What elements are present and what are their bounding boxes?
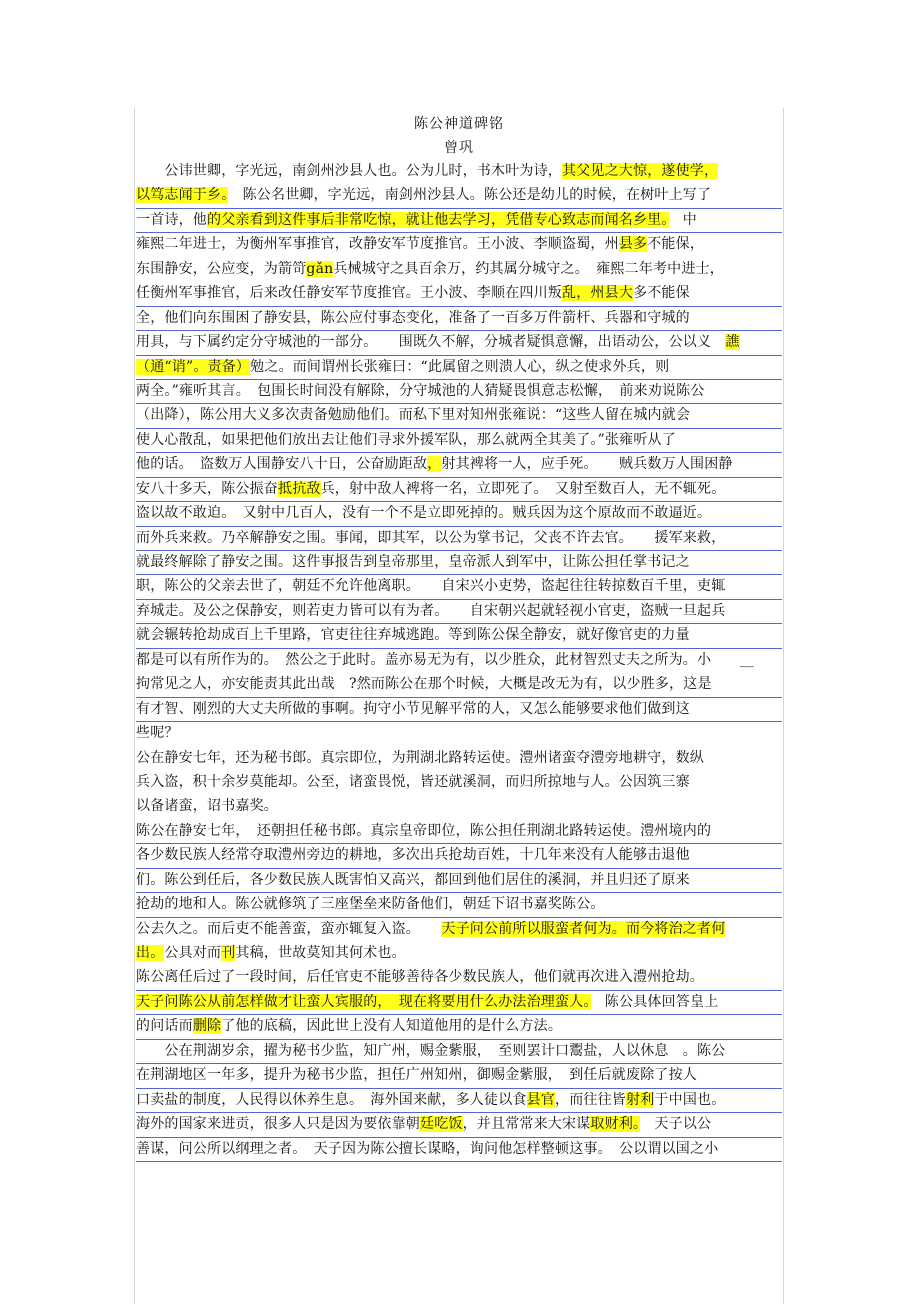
- highlighted-text: gǎn: [306, 260, 334, 277]
- text-segment: 有才智、刚烈的大丈夫所做的事啊。拘守小节见解平常的人，又怎么能够要求他们做到这: [136, 700, 690, 717]
- text-segment: 公在静安七年，还为秘书郎。真宗即位，为荆湖北路转运使。澧州诸蛮夺澧旁地耕守，数纵: [136, 749, 704, 766]
- text-segment: （出降），陈公用大义多次责备勉励他们。而私下里对知州张雍说：“这些人留在城内就会: [136, 407, 691, 424]
- text-segment: 弃城走。及公之保静安，则若吏力皆可以有为者。 自宋朝兴起就轻视小官吏，盗贼一旦起兵: [136, 602, 726, 619]
- text-segment: 任衡州军事推官，后来改任静安军节度推官。王小波、李顺在四川叛: [136, 285, 562, 302]
- text-segment: 善谋，问公所以纲理之者。 天子因为陈公擅长谋略，询问他怎样整顿这事。 公以谓以国之小: [136, 1140, 719, 1157]
- translation-line: [136, 624, 782, 648]
- text-segment: 他的话。 盗数万人围静安八十日，公奋励距敌: [136, 456, 428, 473]
- translation-line: [136, 1113, 782, 1137]
- highlighted-text: 以笃志闻于乡。: [136, 187, 229, 204]
- text-segment: ，而往往皆: [555, 1091, 627, 1108]
- text-segment: 公讳世卿，字光远，南剑州沙县人也。公为儿时，书木叶为诗，: [136, 163, 562, 179]
- translation-line: [136, 380, 782, 404]
- text-segment: 雍熙二年进士，为衡州军事推官，改静安军节度推官。王小波、李顺盗蜀，州: [136, 236, 619, 253]
- text-line: [136, 233, 782, 257]
- highlighted-text: 删除: [192, 1018, 222, 1035]
- translation-line: [136, 527, 782, 551]
- translation-line: [136, 429, 782, 453]
- document-author: 曾巩: [444, 140, 474, 156]
- translation-line: [136, 966, 782, 990]
- text-line: [136, 918, 782, 942]
- text-segment: 的问话而: [136, 1018, 193, 1035]
- highlighted-text: （通“诮”。责备）: [136, 358, 251, 375]
- text-segment: 陈公在静安七年， 还朝担任秘书郎。真宗皇帝即位，陈公担任荆湖北路转运使。澧州境内的: [136, 822, 712, 839]
- text-segment: 不能保，: [647, 236, 705, 253]
- text-segment: 多不能保: [633, 285, 690, 302]
- highlighted-text: 射利: [626, 1091, 655, 1108]
- text-segment: 以备诸蛮，诏书嘉奖。: [136, 798, 278, 815]
- highlighted-text: 取财利。: [590, 1116, 641, 1133]
- text-segment: 东围静安，公应变，为箭笴: [136, 260, 307, 277]
- text-segment: 陈公具体回答皇上: [590, 993, 719, 1010]
- translation-line: [136, 404, 782, 428]
- translation-line: [136, 698, 782, 722]
- text-segment: 公具对而: [164, 945, 222, 961]
- translation-line: [136, 209, 782, 233]
- translation-line: [136, 502, 782, 526]
- text-segment: 海外的国家来进贡，很多人只是因为要依靠朝: [136, 1116, 420, 1133]
- text-line: [136, 160, 782, 184]
- highlighted-text: 出。: [136, 945, 165, 961]
- translation-line: [136, 575, 782, 599]
- highlighted-text: 天子问公前所以服蛮者何为。而今将治之者何: [441, 920, 726, 937]
- text-segment: 各少数民族人经常夺取澧州旁边的耕地，多次出兵抢劫百姓，十几年来没有人能够击退他: [136, 847, 690, 864]
- text-segment: 用具，与下属约定分守城池的一部分。 围既久不解，分城者疑惧意懈，出语动公，公以义: [136, 334, 726, 351]
- translation-line: [136, 282, 782, 306]
- text-line: [136, 942, 782, 966]
- text-segment: 中: [668, 211, 698, 228]
- highlighted-text: 刊: [221, 945, 236, 961]
- translation-line: [136, 600, 782, 624]
- translation-line: [136, 1064, 782, 1088]
- translation-line: [136, 356, 782, 380]
- text-segment: 些呢？: [136, 725, 179, 742]
- document-body: [136, 112, 782, 1162]
- highlighted-text: 乱，州县大: [562, 285, 633, 302]
- translation-line: [136, 551, 782, 575]
- text-line: [136, 771, 782, 795]
- text-segment: 公在荆湖岁余，擢为秘书少监，知广州，赐金紫服， 至则罢计口鬻盐，人以休息 。陈公: [136, 1042, 726, 1059]
- text-line: [136, 649, 782, 673]
- highlighted-text: 县多: [618, 236, 648, 253]
- text-lines: [136, 160, 782, 1162]
- text-segment: 其稿，世故莫知其何术也。: [235, 945, 406, 961]
- text-line: [136, 258, 782, 282]
- text-segment: 兵入盗，积十余岁莫能却。公至，诸蛮畏悦，皆还就溪洞，而归所掠地与人。公因筑三寨: [136, 773, 690, 790]
- text-segment: 兵械城守之具百余万，约其属分城守之。 雍熙二年考中进士，: [333, 260, 724, 277]
- text-segment: 就会辗转抢劫成百上千里路，官吏往往弃城逃跑。等到陈公保全静安，就好像官吏的力量: [136, 627, 690, 644]
- document-title: 陈公神道碑铭: [414, 116, 504, 132]
- text-segment: 就最终解除了静安之围。这件事报告到皇帝那里，皇帝派人到军中，让陈公担任掌书记之: [136, 554, 690, 570]
- text-segment: 陈公名世卿，字光远，南剑州沙县人。陈公还是幼儿的时候，在树叶上写了: [228, 187, 712, 204]
- translation-line: [136, 844, 782, 868]
- text-segment: 全，他们向东围困了静安县，陈公应付事态变化，准备了一百多万件箭杆、兵器和守城的: [136, 309, 690, 326]
- highlighted-text: 县官: [526, 1091, 556, 1108]
- translation-line: [136, 1015, 782, 1039]
- text-segment: 职，陈公的父亲去世了，朝廷不允许他离职。 自宋兴小吏势，盗起往往转掠数百千里，吏辄: [136, 578, 726, 595]
- translation-line: [136, 453, 782, 477]
- text-segment: 口卖盐的制度，人民得以休养生息。 海外国来献，多人徒以食: [136, 1091, 527, 1108]
- translation-line: [136, 1089, 782, 1113]
- highlighted-text: 廷吃饭: [420, 1116, 463, 1133]
- text-line: [136, 795, 782, 819]
- translation-line: [136, 331, 782, 355]
- text-segment: ，并且常常来大宋谋: [462, 1116, 591, 1133]
- text-segment: 了他的底稿，因此世上没有人知道他用的是什么方法。: [221, 1018, 563, 1035]
- highlighted-text: 其父见之大惊，遂使学，: [562, 163, 719, 179]
- text-segment: 一首诗，他: [136, 211, 207, 228]
- highlighted-text: ，: [427, 456, 442, 473]
- translation-line: [136, 673, 782, 697]
- text-segment: 在荆湖地区一年多，提升为秘书少监，担任广州知州，御赐金紫服， 到任后就废除了按人: [136, 1067, 697, 1084]
- translation-line: [136, 1138, 782, 1162]
- text-segment: 射其裨将一人，应手死。 贼兵数万人围困静: [441, 456, 733, 473]
- text-segment: 而外兵来救。乃卒解静安之围。事闻，即其军，以公为掌书记，父丧不许去官。 援军来救，: [136, 529, 726, 546]
- text-segment: 拘常见之人，亦安能责其此出哉 ?然而陈公在那个时候，大概是改无为有，以少胜多，这是: [136, 676, 712, 693]
- translation-line: [136, 991, 782, 1015]
- text-segment: 都是可以有所作为的。 然公之于此时。盖亦易无为有，以少胜众，此材智烈丈夫之所为。小 __: [136, 651, 754, 668]
- text-line: [136, 747, 782, 771]
- text-segment: 公去久之。而后吏不能善蛮，蛮亦辄复入盗。: [136, 920, 442, 937]
- translation-line: [136, 820, 782, 844]
- text-segment: 使人心散乱，如果把他们放出去让他们寻求外援军队，那么就两全其美了。”张雍听从了: [136, 431, 676, 448]
- highlighted-text: 抵抗敌: [278, 480, 321, 497]
- translation-line: [136, 869, 782, 893]
- text-segment: 于中国也。: [654, 1091, 726, 1108]
- text-segment: 陈公离任后过了一段时间，后任官吏不能够善待各少数民族人，他们就再次进入澧州抢劫。: [136, 969, 704, 986]
- translation-line: [136, 184, 782, 208]
- text-segment: 们。陈公到任后，各少数民族人既害怕又高兴，都回到他们居住的溪洞，并且归还了原来: [136, 871, 690, 888]
- text-segment: 勉之。而间谓州长张雍曰：“此属留之则溃人心，纵之使求外兵，则: [250, 358, 670, 375]
- text-segment: 兵，射中敌人裨将一名，立即死了。 又射至数百人，无不辄死。: [320, 480, 726, 497]
- translation-line: [136, 478, 782, 502]
- text-segment: 天子以公: [640, 1116, 712, 1133]
- translation-line: [136, 1040, 782, 1064]
- text-line: [136, 722, 782, 746]
- translation-line: [136, 307, 782, 331]
- highlighted-text: 天子问陈公从前怎样做才让蛮人宾服的， 现在将要用什么办法治理蛮人。: [136, 993, 591, 1010]
- text-segment: 盗以故不敢迫。 又射中几百人，没有一个不是立即死掉的。贼兵因为这个原故而不敢逼近。: [136, 505, 712, 522]
- translation-line: [136, 893, 782, 917]
- text-segment: 抢劫的地和人。陈公就修筑了三座堡垒来防备他们，朝廷下诏书嘉奖陈公。: [136, 896, 605, 913]
- text-segment: 安八十多天，陈公振奋: [136, 480, 278, 497]
- highlighted-text: 譙: [725, 334, 740, 351]
- text-segment: 两全。”雍听其言。 包围长时间没有解除，分守城池的人猜疑畏惧意志松懈， 前来劝说陈公: [136, 382, 705, 399]
- highlighted-text: 的父亲看到这件事后非常吃惊，就让他去学习，凭借专心致志而闻名乡里。: [207, 211, 669, 228]
